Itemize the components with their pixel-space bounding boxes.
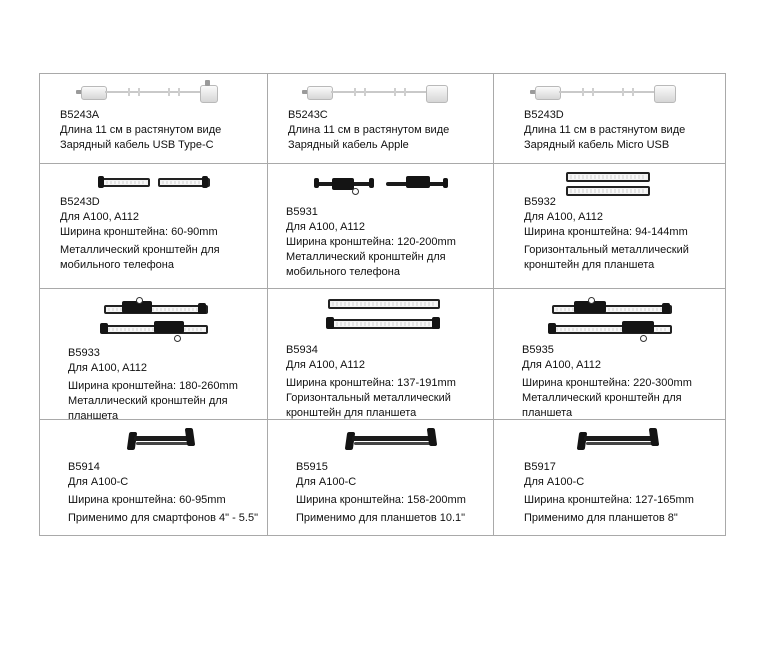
product-line: Ширина кронштейна: 120-200mm	[286, 236, 456, 248]
clamp-holder-icon	[574, 424, 674, 454]
product-code: B5917	[524, 461, 556, 473]
product-code: B5931	[286, 206, 318, 218]
phone-bracket-icon	[98, 178, 218, 190]
product-line: планшета	[522, 407, 573, 419]
product-code: B5915	[296, 461, 328, 473]
product-cell	[40, 420, 267, 536]
usb-type-c-cable-icon	[76, 82, 226, 106]
product-line: Металлический кронштейн для	[286, 251, 446, 263]
clamp-holder-icon	[124, 424, 204, 454]
product-line: Длина 11 см в растянутом виде	[60, 124, 222, 136]
product-line: Для A100, A112	[286, 359, 365, 371]
product-line: Металлический кронштейн для	[522, 392, 682, 404]
product-line: Ширина кронштейна: 127-165mm	[524, 494, 694, 506]
product-cell	[268, 289, 493, 419]
product-cell	[268, 420, 493, 536]
product-line: Ширина кронштейна: 180-260mm	[68, 380, 238, 392]
product-code: B5934	[286, 344, 318, 356]
product-code: B5914	[68, 461, 100, 473]
product-code: B5932	[524, 196, 556, 208]
product-line: Длина 11 см в растянутом виде	[288, 124, 450, 136]
product-line: Ширина кронштейна: 60-90mm	[60, 226, 218, 238]
product-line: Ширина кронштейна: 137-191mm	[286, 377, 456, 389]
product-line: Металлический кронштейн для	[68, 395, 228, 407]
product-cell	[40, 74, 267, 163]
tablet-bracket-icon	[328, 299, 448, 335]
product-cell	[40, 164, 267, 288]
phone-bracket-icon	[314, 176, 454, 196]
product-line: Ширина кронштейна: 158-200mm	[296, 494, 466, 506]
product-code: B5243A	[60, 109, 100, 121]
product-line: Зарядный кабель Apple	[288, 139, 409, 151]
product-line: Для A100-C	[68, 476, 129, 488]
product-line: Длина 11 см в растянутом виде	[524, 124, 686, 136]
product-code: B5243D	[60, 196, 100, 208]
product-line: Для A100-C	[524, 476, 585, 488]
product-line: планшета	[68, 410, 119, 422]
product-code: B5933	[68, 347, 100, 359]
product-line: Для A100, A112	[522, 359, 601, 371]
clamp-holder-icon	[342, 424, 446, 454]
product-code: B5243C	[288, 109, 328, 121]
product-line: Для A100, A112	[68, 362, 147, 374]
product-line: Для A100, A112	[524, 211, 603, 223]
product-line: Для A100-C	[296, 476, 357, 488]
micro-usb-cable-icon	[530, 82, 680, 106]
product-line: мобильного телефона	[60, 259, 174, 271]
product-line: Применимо для смартфонов 4" - 5.5"	[68, 512, 259, 524]
product-line: кронштейн для планшета	[524, 259, 655, 271]
product-line: Для A100, A112	[60, 211, 139, 223]
product-code: B5935	[522, 344, 554, 356]
product-cell	[494, 420, 726, 536]
product-cell	[268, 164, 493, 288]
product-table	[39, 73, 726, 536]
tablet-bracket-icon	[548, 297, 678, 343]
product-line: Металлический кронштейн для	[60, 244, 220, 256]
product-cell	[494, 164, 726, 288]
apple-cable-icon	[302, 82, 452, 106]
product-cell	[494, 74, 726, 163]
product-line: Для A100, A112	[286, 221, 365, 233]
product-line: Горизонтальный металлический	[286, 392, 451, 404]
product-cell	[268, 74, 493, 163]
product-line: Ширина кронштейна: 220-300mm	[522, 377, 692, 389]
product-cell	[40, 289, 267, 422]
product-line: Горизонтальный металлический	[524, 244, 689, 256]
product-code: B5243D	[524, 109, 564, 121]
product-line: Зарядный кабель USB Type-C	[60, 139, 214, 151]
product-line: Применимо для планшетов 10.1"	[296, 512, 466, 524]
product-line: Ширина кронштейна: 60-95mm	[68, 494, 226, 506]
product-line: Зарядный кабель Micro USB	[524, 139, 670, 151]
tablet-bracket-icon	[100, 297, 220, 343]
product-line: мобильного телефона	[286, 266, 400, 278]
product-line: Применимо для планшетов 8"	[524, 512, 678, 524]
product-line: кронштейн для планшета	[286, 407, 417, 419]
product-line: Ширина кронштейна: 94-144mm	[524, 226, 688, 238]
product-cell	[494, 289, 726, 419]
